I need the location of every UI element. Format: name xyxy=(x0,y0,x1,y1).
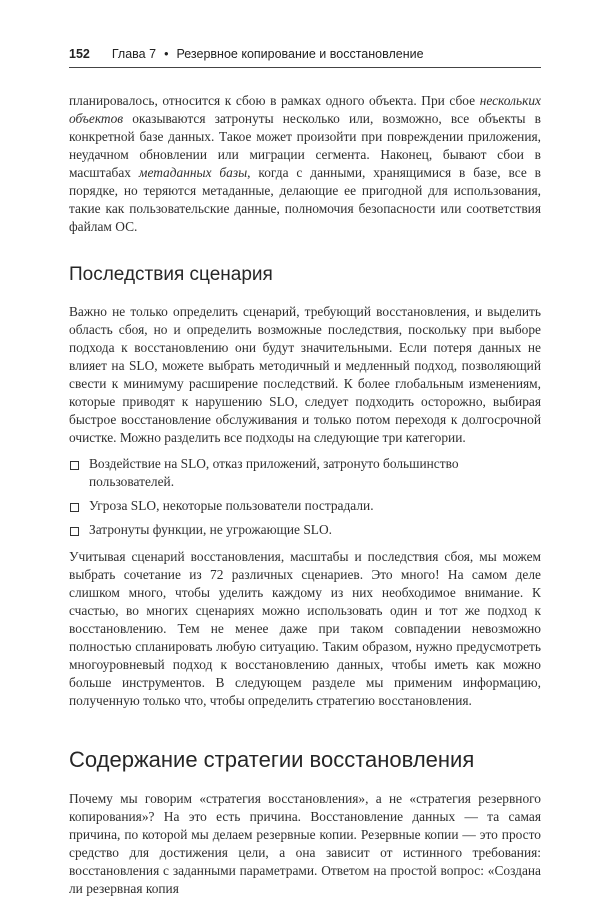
page-number: 152 xyxy=(69,47,90,61)
list-item xyxy=(69,497,541,515)
emphasis-text: нескольких объектов xyxy=(69,93,541,126)
page-body xyxy=(69,92,541,898)
paragraph-strategy: Почему мы говорим «стратегия восстановления», а не «стратегия резервного копирования»? На это есть причина. Восстановление данных — та самая причина, по которой мы делаем резервные копии. Резервные копии — это просто средство для достижения цели, а она зависит от истинного требования: восстановления с заданными параметрами. Ответом на простой вопрос: «Создана ли резервная копия xyxy=(69,791,541,896)
list-item xyxy=(69,455,541,491)
header-separator: • xyxy=(164,47,169,61)
paragraph-continuation xyxy=(69,92,541,236)
paragraph-text: планировалось, относится к сбою в рамках одного объекта. При сбое xyxy=(69,93,480,108)
checkbox-bullet-icon xyxy=(70,527,79,536)
chapter-title: Резервное копирование и восстановление xyxy=(176,47,424,61)
paragraph-text: , когда с данными, хранящимися в базе, все в порядке, но теряются метаданные, делающие ее пригодной для использования, такие как пользовательские данные, полномочия безопасности или соответствия файлам ОС. xyxy=(69,165,542,234)
section-heading-consequences: Последствия сценария xyxy=(69,264,273,285)
bullet-list xyxy=(69,455,541,539)
running-header xyxy=(69,47,541,68)
paragraph-intro: Важно не только определить сценарий, требующий восстановления, и выделить область сбоя, но и определить возможные последствия, поскольку при выборе подхода к восстановлению они будут значительными. Если потеря данных не влияет на SLO, можете выбрать методичный и медленный подход, позволяющий свести к минимуму расширение последствий. К более глобальным изменениям, которые приводят к нарушению SLO, следует подходить осторожно, выбирая быстрое восстановление обслуживания и только потом переходя к долгосрочной очистке. Можно разделить все подходы на следующие три категории. xyxy=(69,304,541,445)
paragraph-conclusion: Учитывая сценарий восстановления, масштабы и последствия сбоя, мы можем выбрать сочетание из 72 различных сценариев. Это много! На самом деле слишком много, чтобы уделить каждому из них необходимое внимание. К счастью, во многих сценариях можно использовать один и тот же подход к восстановлению. Тем не менее даже при таком совпадении невозможно полностью спланировать любую ситуацию. Таким образом, нужно предусмотреть многоуровневый подход к восстановлению данных, чтобы иметь как можно больше инструментов. В следующем разделе мы применим информацию, полученную только что, чтобы определить стратегию восстановления. xyxy=(69,549,541,708)
section-heading-strategy: Содержание стратегии восстановления xyxy=(69,747,475,772)
list-item-text: Воздействие на SLO, отказ приложений, затронуто большинство пользователей. xyxy=(89,456,459,489)
emphasis-text: метаданных базы xyxy=(138,165,248,180)
list-item xyxy=(69,521,541,539)
checkbox-bullet-icon xyxy=(70,461,79,470)
chapter-label: Глава 7 xyxy=(111,47,157,61)
list-item-text: Затронуты функции, не угрожающие SLO. xyxy=(89,522,332,537)
list-item-text: Угроза SLO, некоторые пользователи пострадали. xyxy=(89,498,374,513)
paragraph-text: оказываются затронуты несколько или, возможно, все объекты в конкретной базе данных. Такое может произойти при повреждении приложения, неудачном обновлении или миграции сегмента. Наконец, бывают сбои в масштабах xyxy=(69,111,541,180)
checkbox-bullet-icon xyxy=(70,503,79,512)
